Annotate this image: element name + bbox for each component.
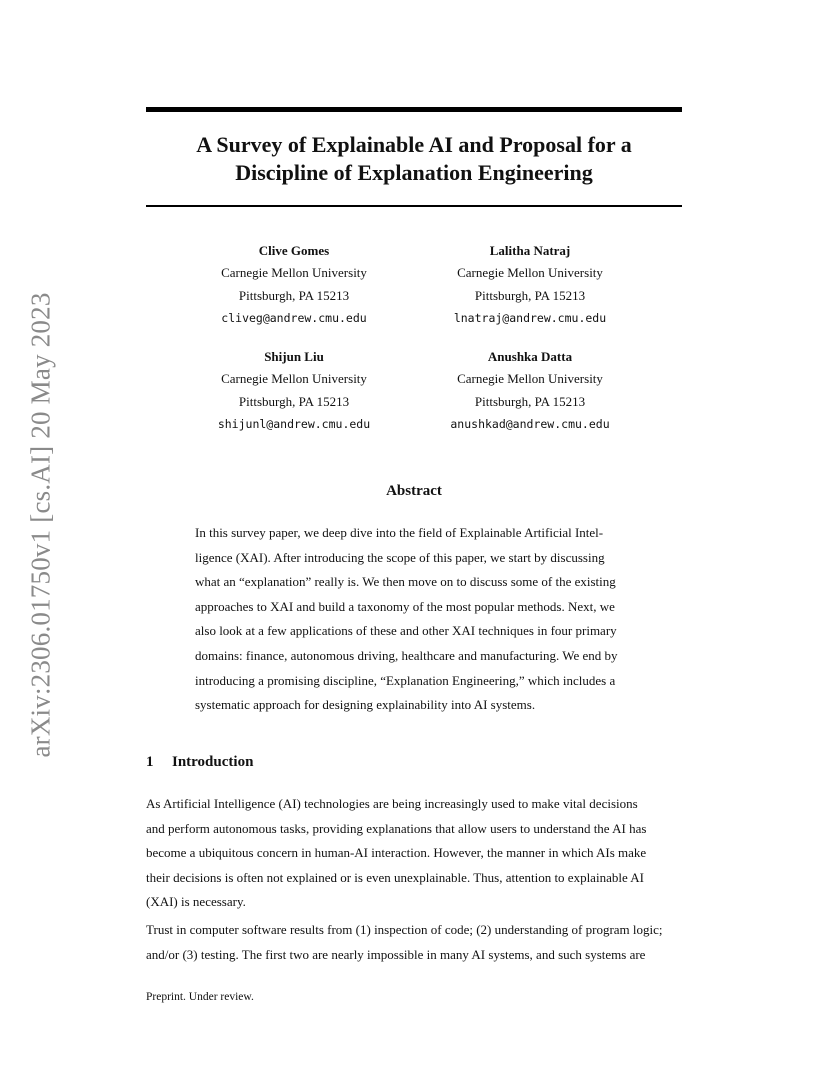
author-block — [400, 240, 660, 329]
paragraph-line: and/or (3) testing. The first two are nearly impossible in many AI systems, and such systems are — [146, 946, 646, 962]
abstract-line: what an “explanation” really is. We then move on to discuss some of the existing — [195, 574, 616, 590]
abstract-line: ligence (XAI). After introducing the scope of this paper, we start by discussing — [195, 549, 605, 565]
section-title: Introduction — [172, 754, 254, 770]
author-location: Pittsburgh, PA 15213 — [238, 393, 350, 409]
author-email: cliveg@andrew.cmu.edu — [221, 311, 367, 325]
section-heading-introduction — [146, 751, 253, 773]
abstract-heading: Abstract — [386, 483, 442, 499]
author-affiliation: Carnegie Mellon University — [221, 371, 367, 386]
section-number: 1 — [146, 754, 154, 770]
author-name: Shijun Liu — [264, 349, 324, 364]
abstract-line: introducing a promising discipline, “Explanation Engineering,” which includes a — [195, 672, 616, 688]
author-name: Lalitha Natraj — [489, 243, 571, 258]
author-block — [164, 346, 424, 435]
author-affiliation: Carnegie Mellon University — [457, 371, 603, 386]
abstract-line: approaches to XAI and build a taxonomy of the most popular methods. Next, we — [195, 598, 615, 614]
arxiv-identifier-stamp: arXiv:2306.01750v1 [cs.AI] 20 May 2023 — [25, 292, 56, 758]
author-block — [164, 240, 424, 329]
paper-title — [146, 131, 682, 187]
author-affiliation: Carnegie Mellon University — [221, 265, 367, 280]
abstract-line: systematic approach for designing explainability into AI systems. — [195, 697, 536, 713]
author-email: shijunl@andrew.cmu.edu — [217, 417, 371, 431]
paragraph-line: (XAI) is necessary. — [146, 894, 246, 910]
paragraph-line: become a ubiquitous concern in human-AI interaction. However, the manner in which AIs make — [146, 845, 647, 861]
abstract-text — [195, 521, 635, 718]
abstract-line: domains: finance, autonomous driving, healthcare and manufacturing. We end by — [195, 647, 618, 663]
author-email: anushkad@andrew.cmu.edu — [450, 417, 610, 431]
title-bottom-rule — [146, 205, 682, 207]
title-line-2: Discipline of Explanation Engineering — [235, 160, 593, 185]
paragraph-line: Trust in computer software results from (1) inspection of code; (2) understanding of program logic; — [146, 922, 663, 937]
introduction-paragraph — [146, 792, 686, 915]
abstract-line: also look at a few applications of these and other XAI techniques in four primary — [195, 623, 617, 639]
author-email: lnatraj@andrew.cmu.edu — [453, 311, 607, 325]
author-location: Pittsburgh, PA 15213 — [238, 287, 350, 303]
paragraph-line: and perform autonomous tasks, providing explanations that allow users to understand the AI has — [146, 820, 647, 836]
preprint-footer: Preprint. Under review. — [146, 991, 254, 1003]
title-line-1: A Survey of Explainable AI and Proposal for a — [196, 132, 632, 157]
title-top-rule — [146, 107, 682, 112]
author-name: Anushka Datta — [487, 349, 573, 364]
author-location: Pittsburgh, PA 15213 — [474, 393, 586, 409]
paragraph-line: their decisions is often not explained or is even unexplainable. Thus, attention to explainable AI — [146, 869, 644, 885]
abstract-line: In this survey paper, we deep dive into the field of Explainable Artificial Intel- — [195, 525, 604, 540]
introduction-paragraph — [146, 918, 686, 967]
author-block — [400, 346, 660, 435]
author-location: Pittsburgh, PA 15213 — [474, 287, 586, 303]
author-affiliation: Carnegie Mellon University — [457, 265, 603, 280]
author-name: Clive Gomes — [258, 243, 330, 258]
paragraph-line: As Artificial Intelligence (AI) technologies are being increasingly used to make vital decisions — [146, 796, 638, 811]
